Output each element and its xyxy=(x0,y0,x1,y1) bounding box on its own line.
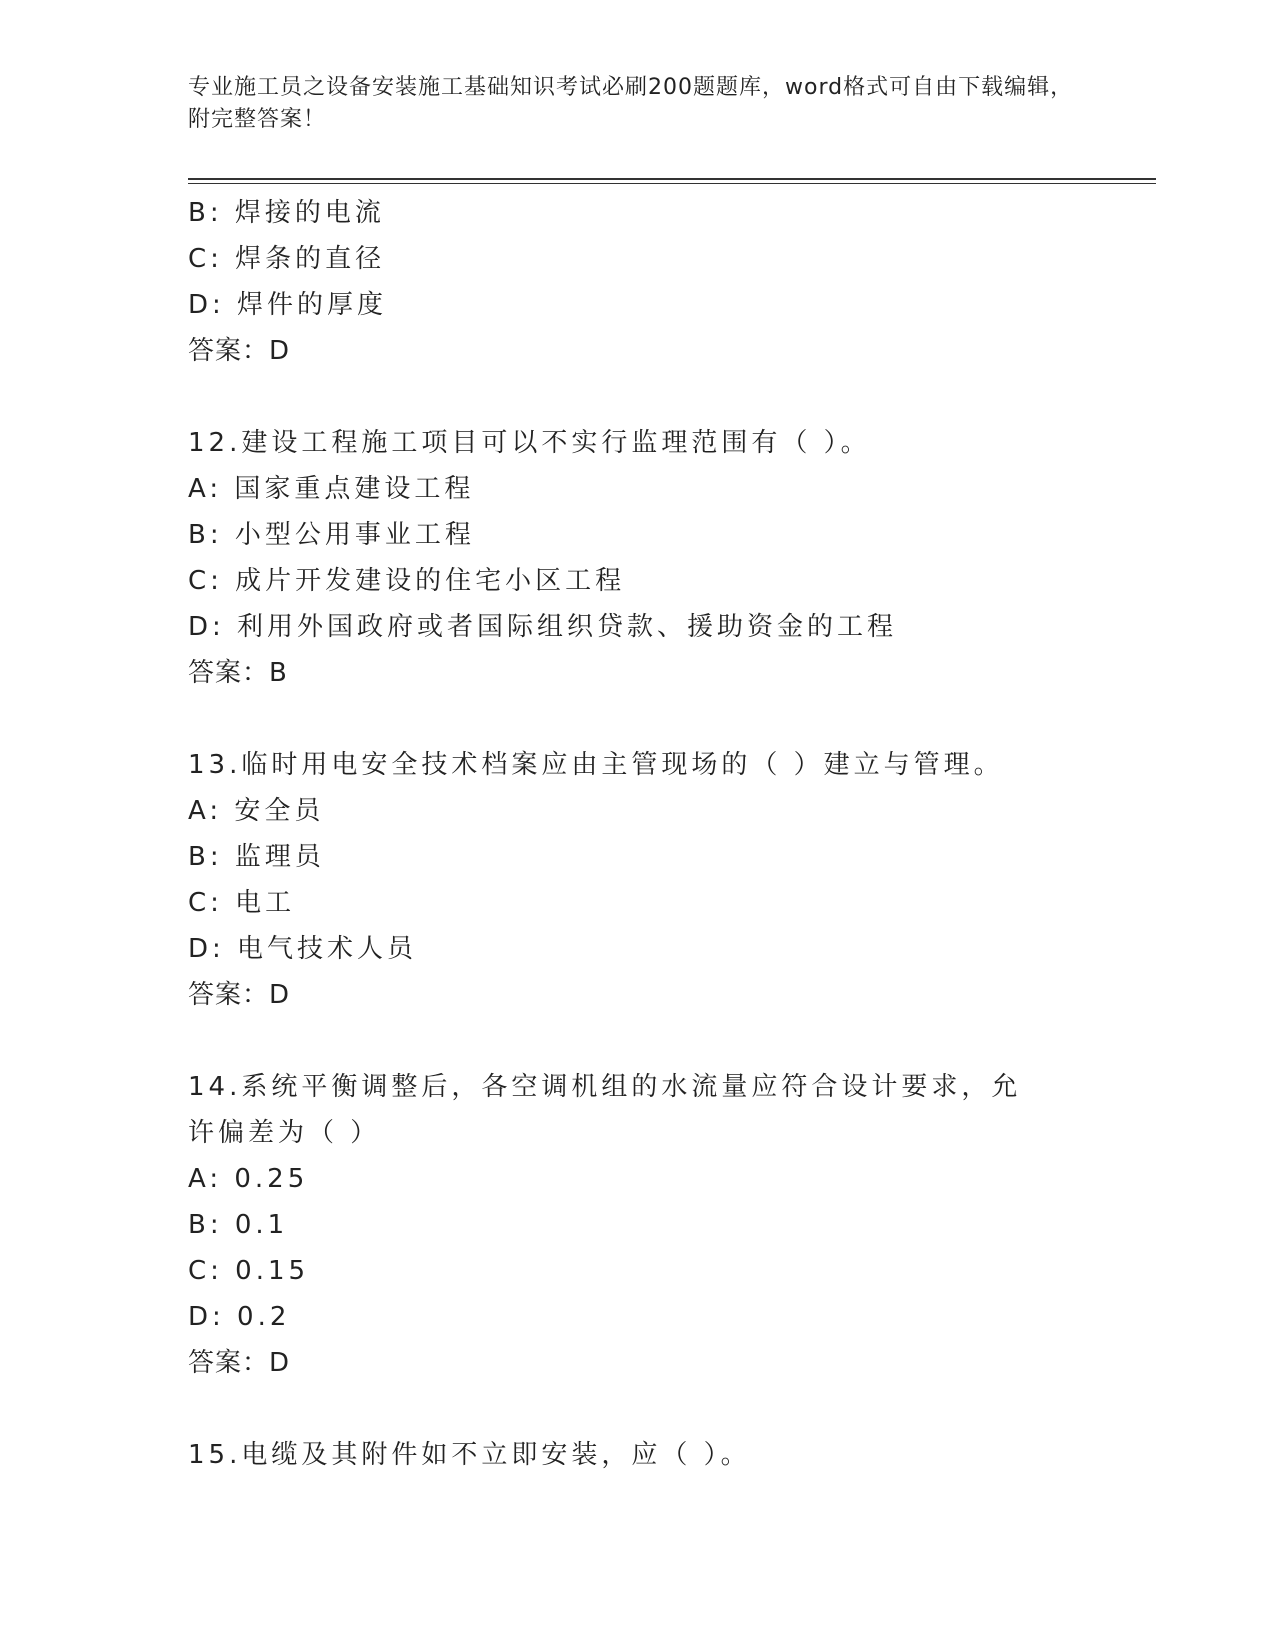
header-divider-thin xyxy=(188,183,1156,184)
spacer xyxy=(188,1018,1088,1064)
option-b: B: 监理员 xyxy=(188,842,325,872)
answer: 答案：D xyxy=(188,1348,291,1378)
option-c: C: 电工 xyxy=(188,888,296,918)
option-b: B: 焊接的电流 xyxy=(188,198,385,228)
question-stem: 15.电缆及其附件如不立即安装，应（ ）。 xyxy=(188,1440,751,1470)
answer: 答案：D xyxy=(188,980,291,1010)
option-a: A: 国家重点建设工程 xyxy=(188,474,475,504)
option-c: C: 0.15 xyxy=(188,1256,310,1286)
option-d: D: 利用外国政府或者国际组织贷款、援助资金的工程 xyxy=(188,612,898,642)
option-d: D: 电气技术人员 xyxy=(188,934,418,964)
option-a: A: 安全员 xyxy=(188,796,325,826)
question-14 xyxy=(188,1064,1088,1386)
question-13 xyxy=(188,742,1088,1018)
header-divider-thick xyxy=(188,178,1156,180)
option-b: B: 小型公用事业工程 xyxy=(188,520,475,550)
answer: 答案：B xyxy=(188,658,288,688)
spacer xyxy=(188,696,1088,742)
spacer xyxy=(188,1386,1088,1432)
spacer xyxy=(188,374,1088,420)
option-b: B: 0.1 xyxy=(188,1210,289,1240)
option-d: D: 0.2 xyxy=(188,1302,291,1332)
question-stem: 12.建设工程施工项目可以不实行监理范围有（ ）。 xyxy=(188,428,871,458)
question-stem: 13.临时用电安全技术档案应由主管现场的（ ）建立与管理。 xyxy=(188,750,1004,780)
question-15 xyxy=(188,1432,1088,1478)
option-c: C: 成片开发建设的住宅小区工程 xyxy=(188,566,626,596)
option-a: A: 0.25 xyxy=(188,1164,309,1194)
document-body xyxy=(188,190,1088,1478)
answer: 答案：D xyxy=(188,336,291,366)
question-12 xyxy=(188,420,1088,696)
question-stem: 14.系统平衡调整后，各空调机组的水流量应符合设计要求，允许偏差为（ ） xyxy=(188,1072,1022,1148)
option-c: C: 焊条的直径 xyxy=(188,244,386,274)
question-11-continuation xyxy=(188,190,1088,374)
option-d: D: 焊件的厚度 xyxy=(188,290,388,320)
document-header: 专业施工员之设备安装施工基础知识考试必刷200题题库，word格式可自由下载编辑，附完整答案！ xyxy=(188,75,1074,132)
